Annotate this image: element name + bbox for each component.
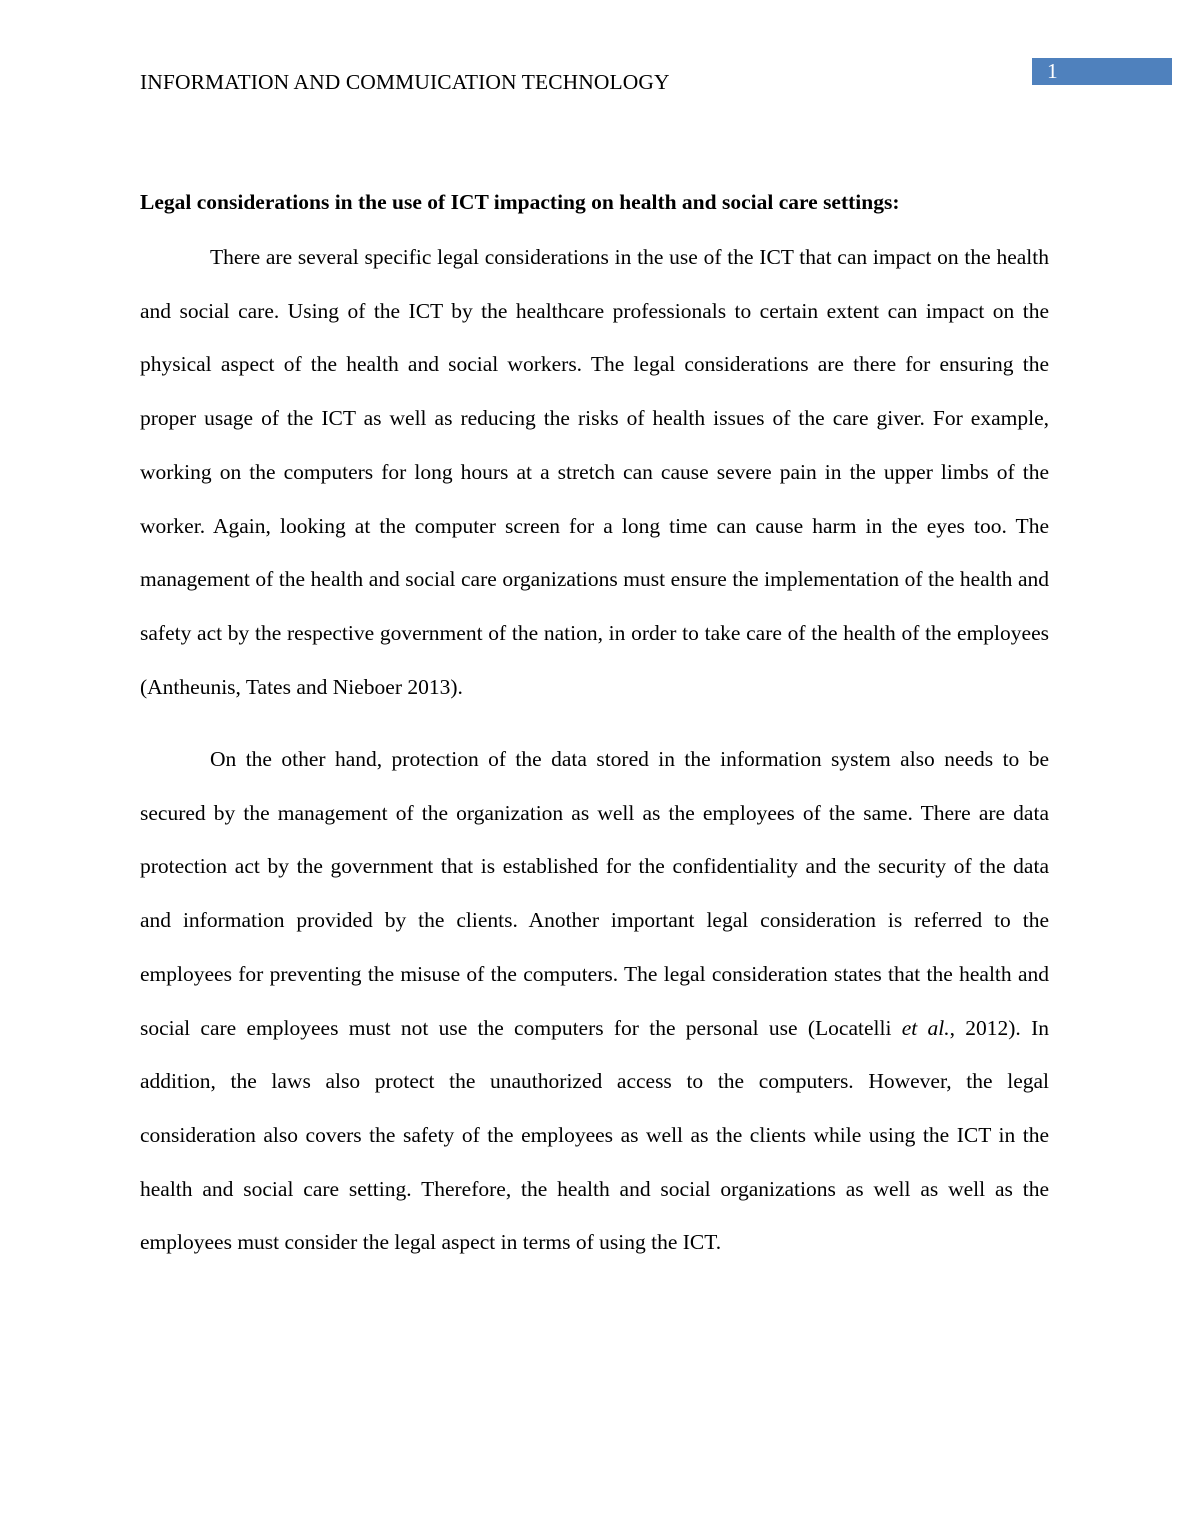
paragraph-1-text: There are several specific legal considerations in the use of the ICT that can impact on the health and social care. Using of the ICT by the healthcare professionals to certain extent can impact on the physical aspect of the health and social workers. The legal considerations are there for ensuring the proper usage of the ICT as well as reducing the risks of health issues of the care giver. For example, working on the computers for long hours at a stretch can cause severe pain in the upper limbs of the worker. Again, looking at the computer screen for a long time can cause harm in the eyes too. The management of the health and social care organizations must ensure the implementation of the health and safety act by the respective government of the nation, in order to take care of the health of the employees (Antheunis, Tates and Nieboer 2013). <box>140 245 1049 699</box>
citation-et-al: et al. <box>901 1015 950 1040</box>
section-heading: Legal considerations in the use of ICT impacting on health and social care settings: <box>140 190 900 214</box>
running-header-title: INFORMATION AND COMMUICATION TECHNOLOGY <box>140 70 670 94</box>
paragraph-2-text-a: On the other hand, protection of the data stored in the information system also needs to be secured by the management of the organization as well as the employees of the same. There are data protection act by the government that is established for the confidentiality and the security of the data and information provided by the clients. Another important legal consideration is referred to the employees for preventing the misuse of the computers. The legal consideration states that the health and social care employees must not use the computers for the personal use (Locatelli <box>140 747 1049 1040</box>
paragraph-2-text-b: , 2012). In addition, the laws also protect the unauthorized access to the computers. However, the legal consideration also covers the safety of the employees as well as the clients while using the ICT in the health and social care setting. Therefore, the health and social organizations as well as well as the employees must consider the legal aspect in terms of using the ICT. <box>140 1015 1049 1255</box>
paragraph-1 <box>140 231 1049 714</box>
page-number-box <box>1032 58 1172 85</box>
paragraph-2 <box>140 733 1049 1270</box>
page-number: 1 <box>1047 59 1058 83</box>
